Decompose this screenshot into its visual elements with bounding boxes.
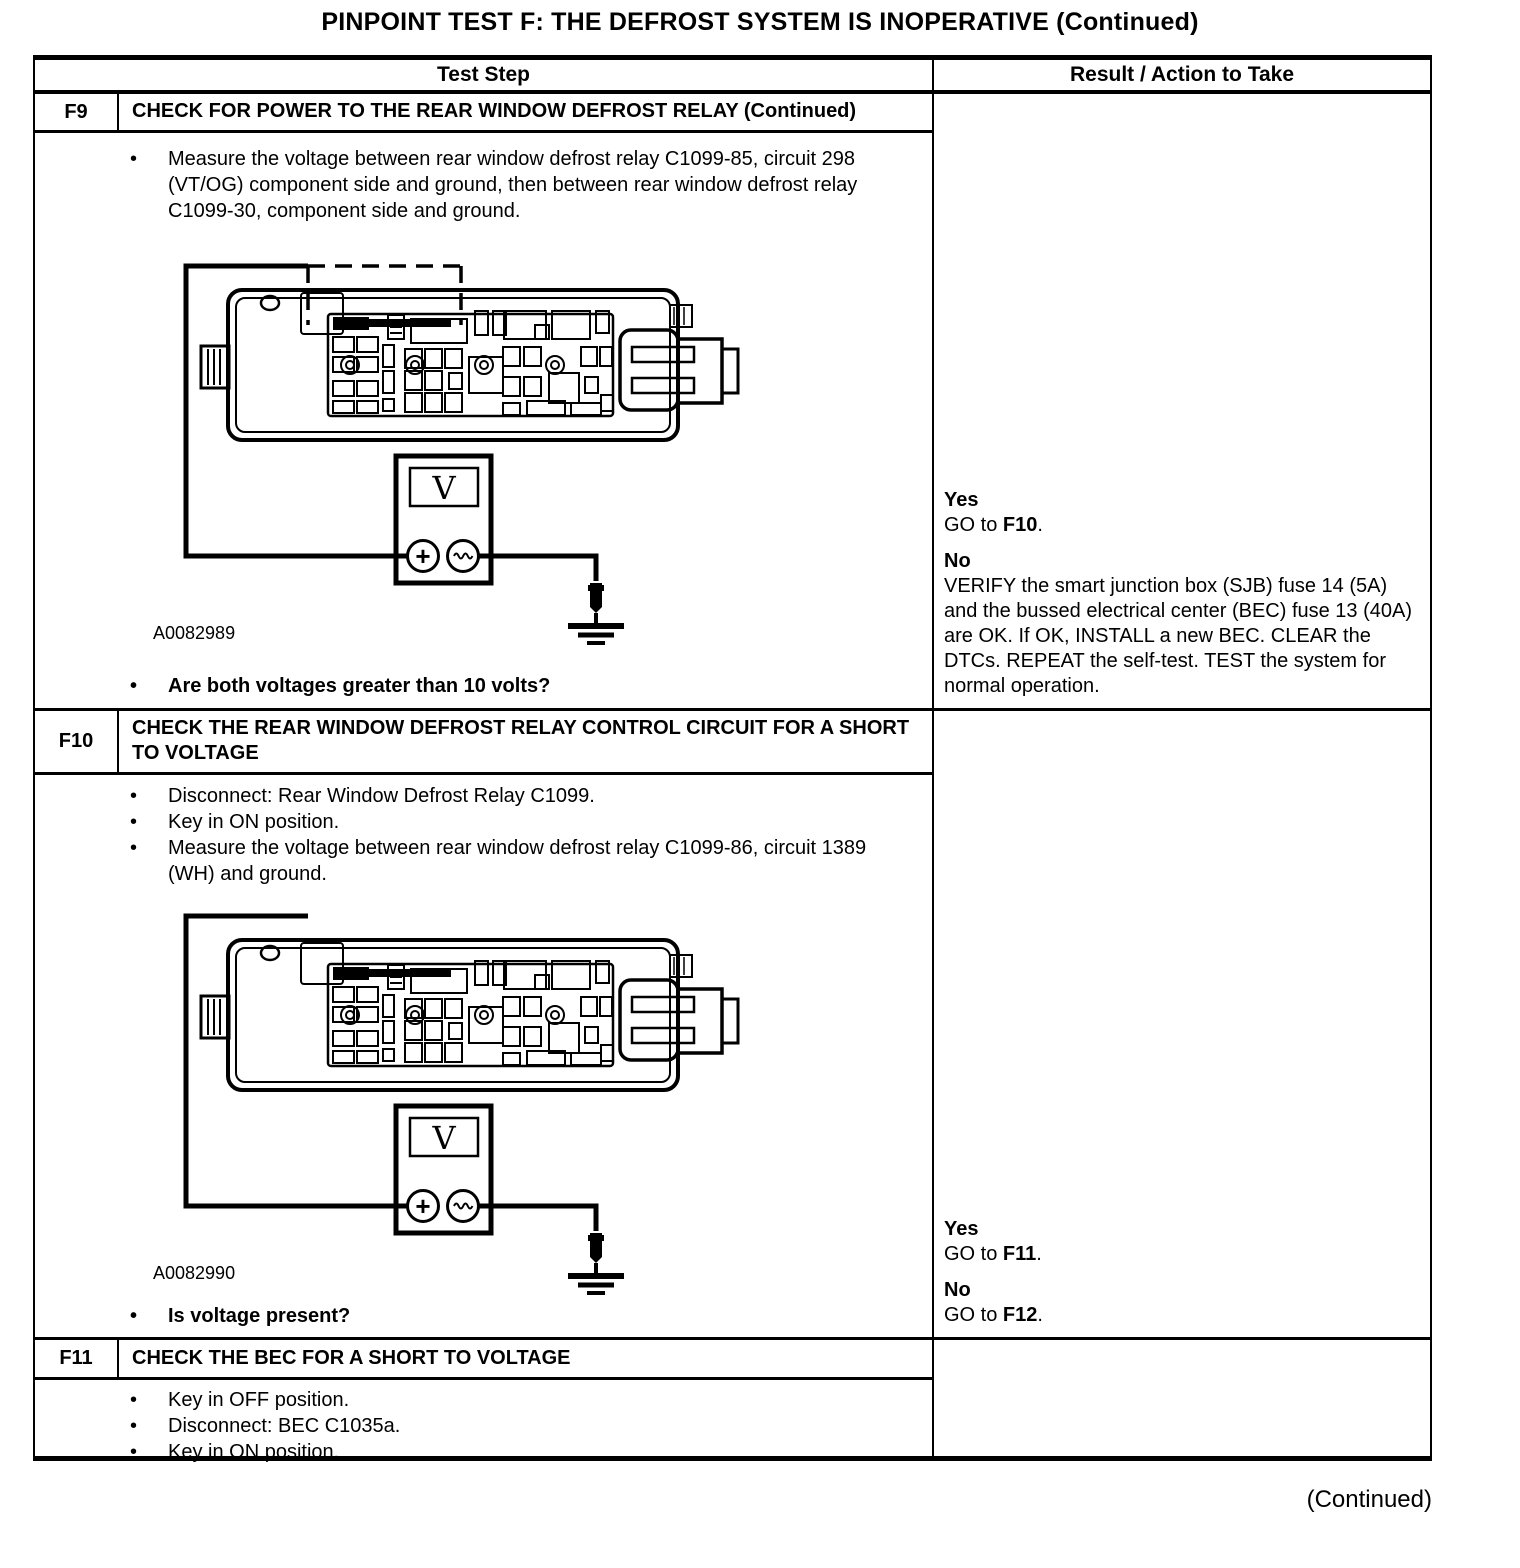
instruction-bullet	[35, 783, 932, 809]
screw-icon	[475, 1006, 493, 1024]
screw-icon	[475, 356, 493, 374]
answer-yes-label: Yes	[944, 489, 979, 511]
bullet-icon: •	[130, 148, 138, 170]
bullet-icon: •	[130, 1415, 138, 1437]
bec-fusebox-outline	[201, 940, 738, 1090]
instruction-bullet	[35, 133, 932, 224]
voltmeter-icon	[396, 1106, 491, 1233]
answer-no-action: VERIFY the smart junction box (SJB) fuse 14 (5A) and the bussed electrical center (BEC) fuse 13 (40A) are OK. If OK, INSTALL a new BEC. CLEAR the DTCs. REPEAT the self-test. TEST the system for normal operation.	[944, 575, 1413, 697]
continued-footer: (Continued)	[1306, 1486, 1432, 1513]
step-heading-f11: CHECK THE BEC FOR A SHORT TO VOLTAGE	[132, 1347, 571, 1369]
figure-label: A0082989	[153, 623, 236, 643]
instruction-text: Measure the voltage between rear window defrost relay C1099-86, circuit 1389 (WH) and ground.	[168, 837, 867, 885]
right-connector	[620, 305, 738, 410]
step-head-f11	[35, 1340, 932, 1380]
bullet-icon: •	[130, 811, 138, 833]
question-text: Are both voltages greater than 10 volts?	[168, 675, 551, 697]
instruction-bullet	[35, 1439, 932, 1465]
instruction-bullet	[35, 809, 932, 835]
instruction-text: Measure the voltage between rear window defrost relay C1099-85, circuit 298 (VT/OG) component side and ground, then between rear window defrost relay C1099-30, component side and ground.	[168, 148, 858, 222]
column-header-test-step: Test Step	[35, 60, 934, 90]
step-id-f10: F10	[35, 711, 119, 772]
answer-yes-label: Yes	[944, 1218, 979, 1240]
instruction-text: Disconnect: Rear Window Defrost Relay C1099.	[168, 785, 595, 807]
step-head-f9	[35, 94, 932, 133]
page-title: PINPOINT TEST F: THE DEFROST SYSTEM IS INOPERATIVE (Continued)	[321, 8, 1199, 36]
column-header-result: Result / Action to Take	[1069, 63, 1295, 86]
result-cell-f11	[934, 1340, 1430, 1456]
result-cell-f10	[934, 711, 1430, 1337]
bec-fusebox-voltmeter-diagram	[183, 261, 935, 663]
meter-display-label: V	[432, 469, 456, 507]
instruction-text: Key in ON position.	[168, 1441, 340, 1463]
step-body-f10	[35, 775, 932, 1337]
answer-no-label: No	[944, 1279, 971, 1301]
bullet-icon: •	[130, 837, 138, 859]
figure-label: A0082990	[153, 1263, 236, 1283]
instruction-text: Key in OFF position.	[168, 1389, 350, 1411]
step-body-f11	[35, 1380, 932, 1463]
bullet-icon: •	[130, 785, 138, 807]
pinpoint-test-table	[33, 55, 1432, 1461]
step-id-f11: F11	[35, 1340, 119, 1377]
question-text: Is voltage present?	[168, 1305, 351, 1327]
left-connector	[201, 346, 229, 388]
right-connector	[620, 955, 738, 1060]
voltmeter-icon	[396, 456, 491, 583]
step-id-f9: F9	[35, 94, 119, 130]
instruction-bullet	[35, 835, 932, 887]
bec-fusebox-outline	[201, 290, 738, 440]
step-body-f9	[35, 133, 932, 708]
question-bullet	[35, 1303, 350, 1329]
instruction-bullet	[35, 1387, 932, 1413]
dashed-region	[308, 266, 461, 325]
step-heading-f9: CHECK FOR POWER TO THE REAR WINDOW DEFROST RELAY (Continued)	[132, 100, 857, 122]
step-head-f10	[35, 711, 932, 775]
table-header-row	[35, 60, 1430, 94]
step-heading-f10: CHECK THE REAR WINDOW DEFROST RELAY CONTROL CIRCUIT FOR A SHORT TO VOLTAGE	[132, 717, 910, 764]
bullet-icon: •	[130, 1441, 138, 1463]
answer-yes-action: GO to F10.	[944, 514, 1043, 536]
bullet-icon: •	[130, 1305, 138, 1327]
instruction-text: Key in ON position.	[168, 811, 340, 833]
plus-terminal-label: +	[415, 541, 431, 571]
answer-no-action: GO to F12.	[944, 1304, 1043, 1326]
answer-no-label: No	[944, 550, 971, 572]
plus-terminal-label: +	[415, 1191, 431, 1221]
answer-yes-action: GO to F11.	[944, 1243, 1042, 1265]
meter-display-label: V	[432, 1119, 456, 1157]
bec-fusebox-voltmeter-diagram	[183, 911, 935, 1313]
ground-symbol-icon	[568, 1233, 624, 1293]
test-step-row-f9	[35, 94, 1430, 708]
screw-icon	[546, 356, 564, 374]
screw-icon	[546, 1006, 564, 1024]
bullet-icon: •	[130, 675, 138, 697]
test-step-row-f10	[35, 708, 1430, 1337]
left-connector	[201, 996, 229, 1038]
result-cell-f9	[934, 94, 1430, 708]
question-bullet	[35, 673, 550, 699]
ground-symbol-icon	[568, 583, 624, 643]
test-step-row-f11	[35, 1337, 1430, 1463]
instruction-bullet	[35, 1413, 932, 1439]
instruction-text: Disconnect: BEC C1035a.	[168, 1415, 401, 1437]
bullet-icon: •	[130, 1389, 138, 1411]
